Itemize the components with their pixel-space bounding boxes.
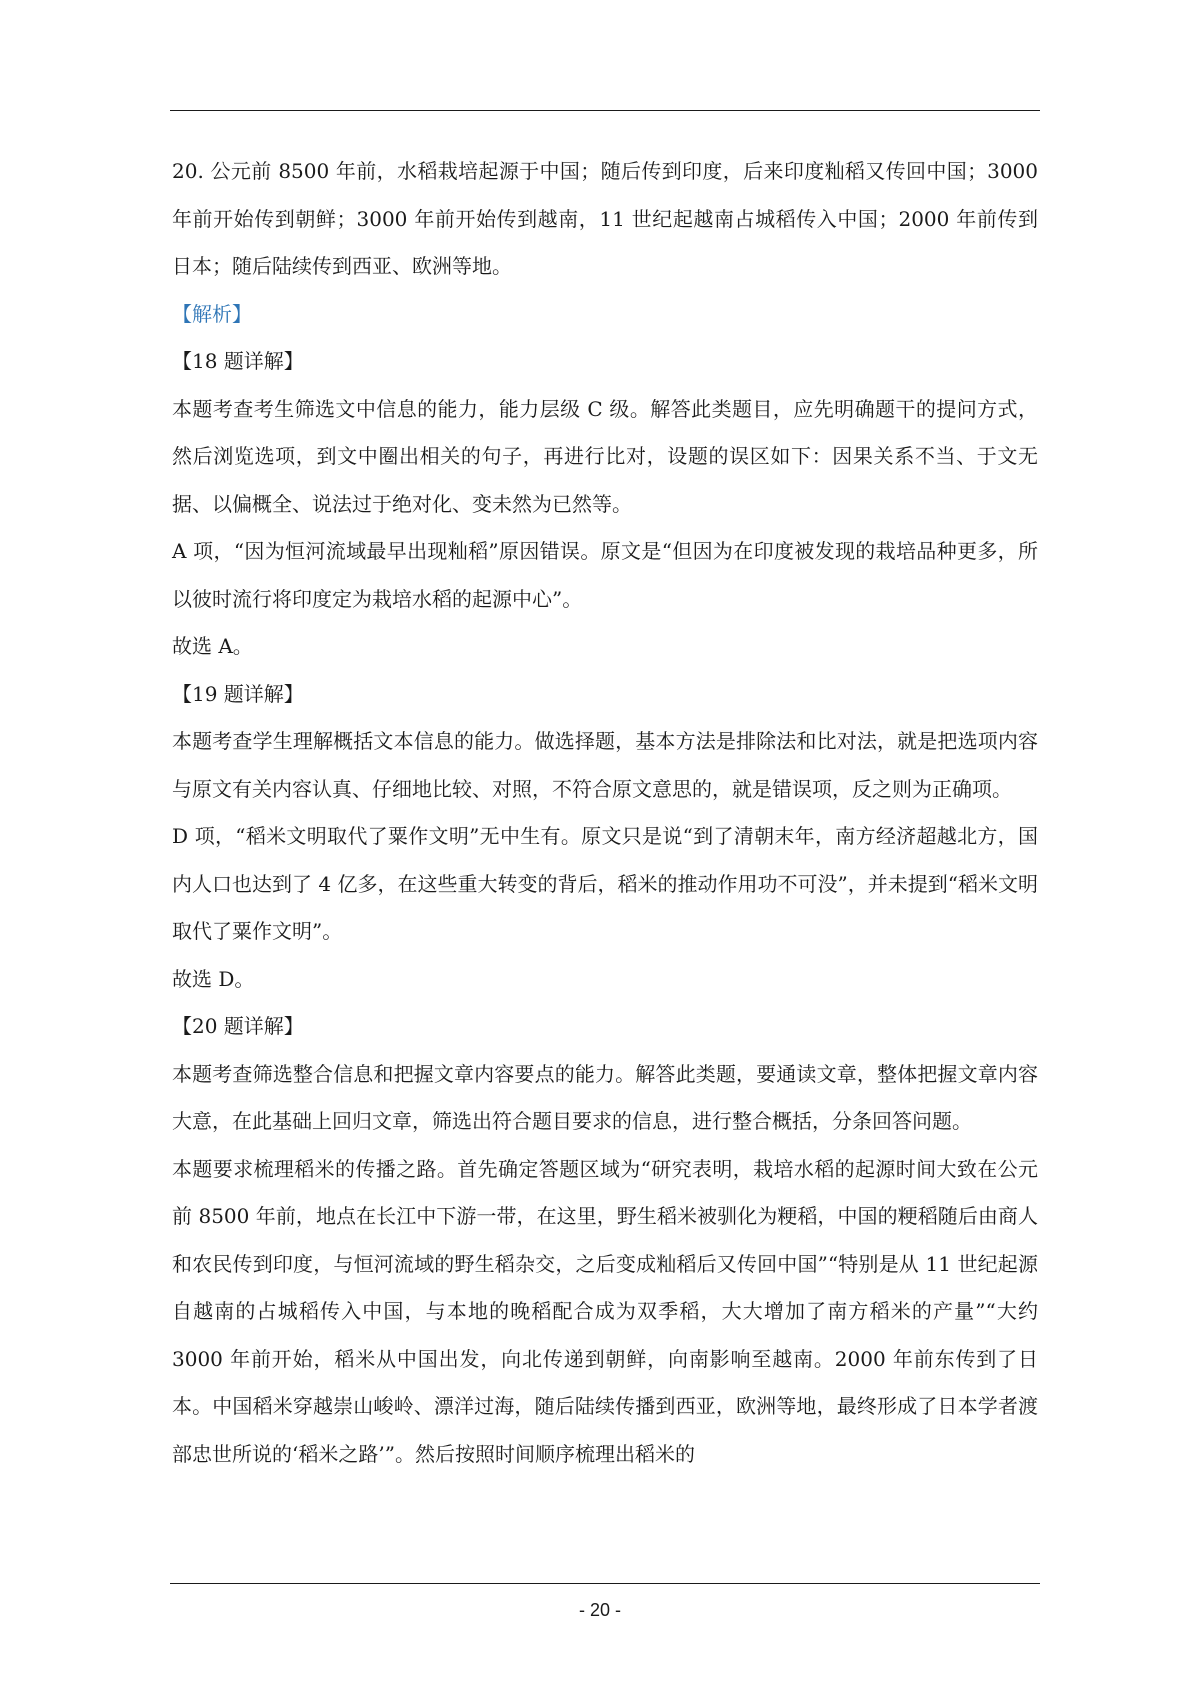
q20-paragraph-2: 本题要求梳理稻米的传播之路。首先确定答题区域为“研究表明，栽培水稻的起源时间大致在公元前 8500 年前，地点在长江中下游一带，在这里，野生稻米被驯化为粳稻，中国的粳稻随后由商人和农民传到印度，与恒河流域的野生稻杂交，之后变成籼稻后又传回中国”“特别是从 11 世纪起源自越南的占城稻传入中国，与本地的晚稻配合成为双季稻，大大增加了南方稻米的产量”“大约 3000 年前开始，稻米从中国出发，向北传递到朝鲜，向南影响至越南。2000 年前东传到了日本。中国稻米穿越崇山峻岭、漂洋过海，随后陆续传播到西亚，欧洲等地，最终形成了日本学者渡部忠世所说的‘稻米之路’”。然后按照时间顺序梳理出稻米的 xyxy=(172,1156,1038,1466)
answer-20-paragraph: 20. 公元前 8500 年前，水稻栽培起源于中国；随后传到印度，后来印度籼稻又传回中国；3000 年前开始传到朝鲜；3000 年前开始传到越南，11 世纪起越南占城稻传入中国；2000 年前传到日本；随后陆续传到西亚、欧洲等地。 xyxy=(172,159,1038,278)
q19-paragraph-1: 本题考查学生理解概括文本信息的能力。做选择题，基本方法是排除法和比对法，就是把选项内容与原文有关内容认真、仔细地比较、对照，不符合原文意思的，就是错误项，反之则为正确项。 xyxy=(172,729,1038,801)
analysis-label: 【解析】 xyxy=(172,301,252,326)
q18-answer: 故选 A。 xyxy=(172,634,253,658)
q18-paragraph-1: 本题考查考生筛选文中信息的能力，能力层级 C 级。解答此类题目，应先明确题干的提问方式，然后浏览选项，到文中圈出相关的句子，再进行比对，设题的误区如下：因果关系不当、于文无据、以偏概全、说法过于绝对化、变未然为已然等。 xyxy=(172,396,1038,516)
q18-heading: 【18 题详解】 xyxy=(172,349,304,373)
q20-paragraph-1: 本题考查筛选整合信息和把握文章内容要点的能力。解答此类题，要通读文章，整体把握文章内容大意，在此基础上回归文章，筛选出符合题目要求的信息，进行整合概括，分条回答问题。 xyxy=(172,1061,1038,1133)
q19-heading: 【19 题详解】 xyxy=(172,681,304,706)
q18-paragraph-2: A 项，“因为恒河流域最早出现籼稻”原因错误。原文是“但因为在印度被发现的栽培品种更多，所以彼时流行将印度定为栽培水稻的起源中心”。 xyxy=(172,539,1038,611)
footer-rule xyxy=(170,1583,1040,1584)
q19-answer: 故选 D。 xyxy=(172,966,255,991)
document-body xyxy=(172,148,1038,1478)
header-rule xyxy=(170,110,1040,111)
page-number: - 20 - xyxy=(578,1600,621,1620)
q19-paragraph-2: D 项，“稻米文明取代了粟作文明”无中生有。原文只是说“到了清朝末年，南方经济超越北方，国内人口也达到了 4 亿多，在这些重大转变的背后，稻米的推动作用功不可没”，并未提到“稻米文明取代了粟作文明”。 xyxy=(172,824,1038,943)
q20-heading: 【20 题详解】 xyxy=(172,1014,304,1038)
